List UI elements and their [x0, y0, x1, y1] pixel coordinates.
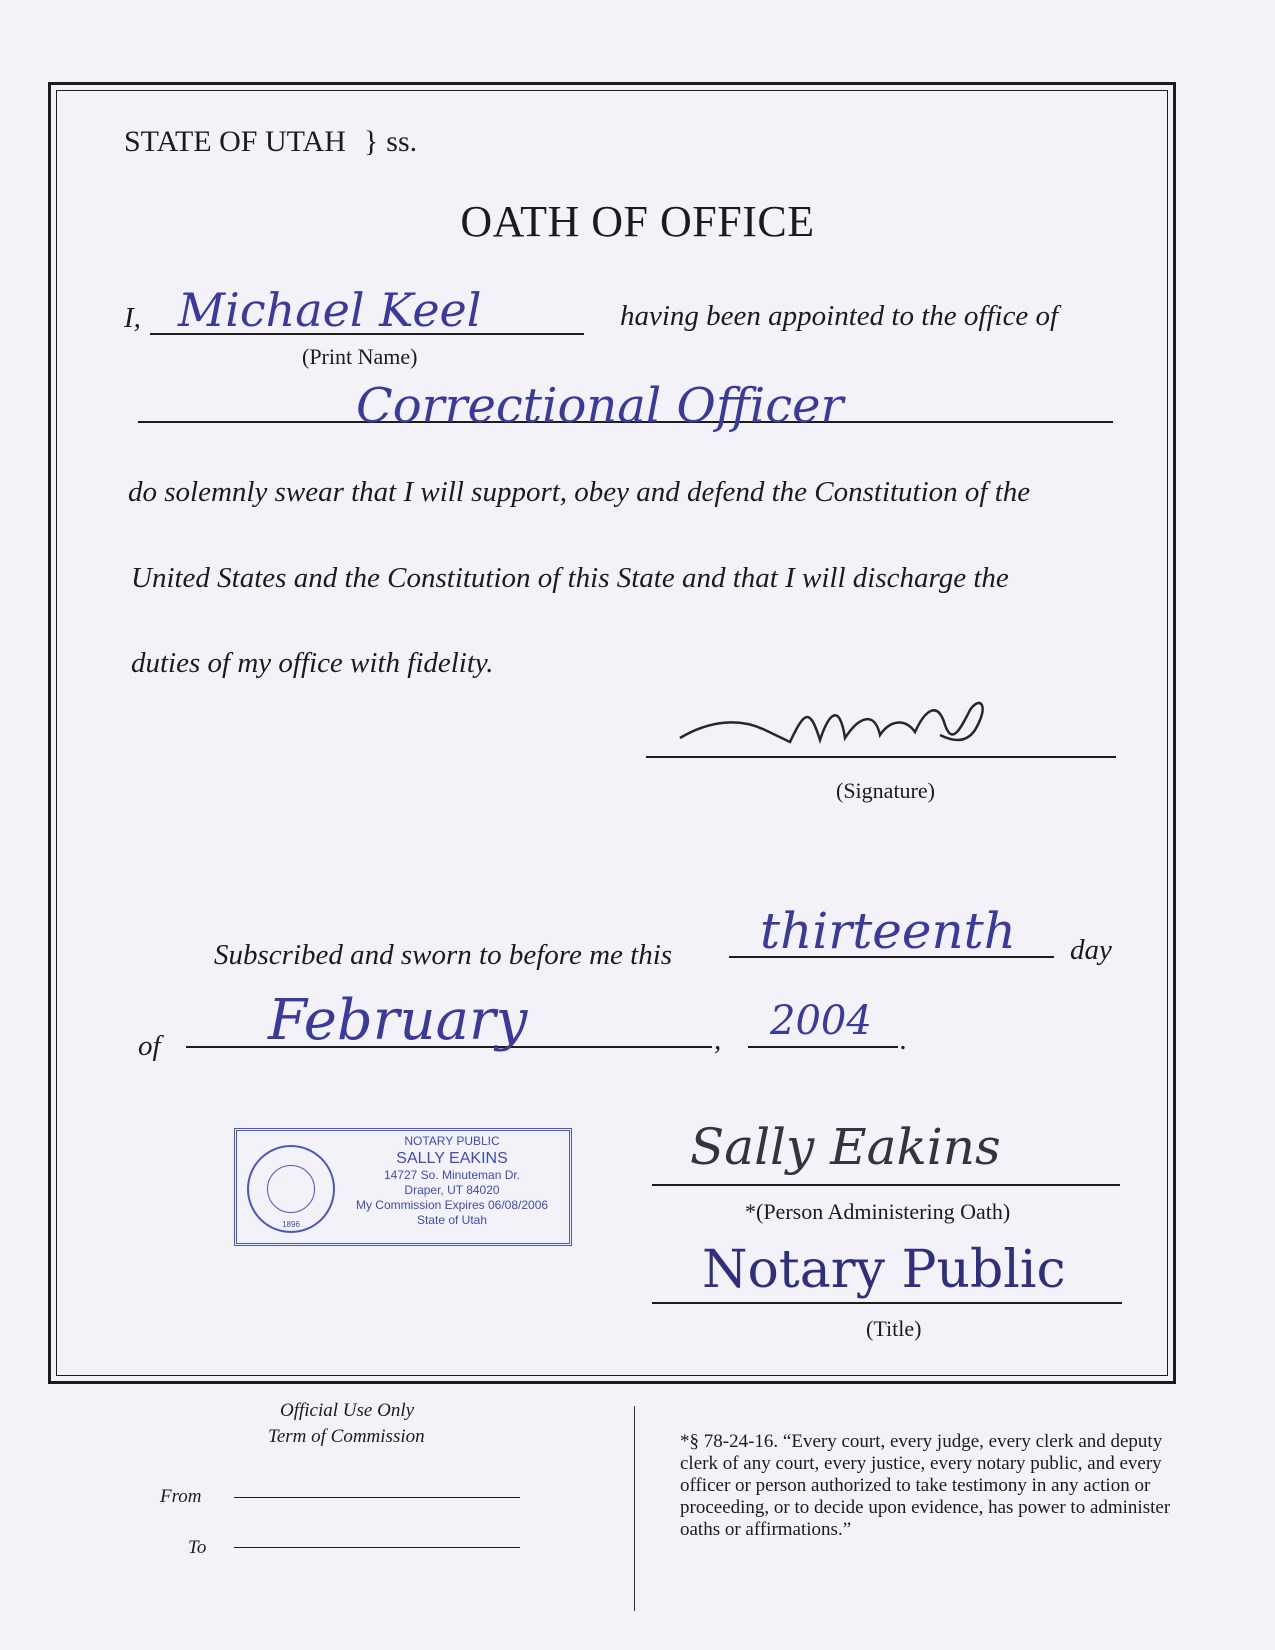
stamp-state: State of Utah — [416, 1213, 488, 1227]
signature-label: (Signature) — [836, 778, 935, 803]
term-label: Term of Commission — [268, 1426, 425, 1447]
seal-year: 1896 — [282, 1220, 300, 1229]
oath-line-1: do solemnly swear that I will support, obey and defend the Constitution of the — [128, 476, 1031, 508]
footer-divider — [634, 1406, 635, 1611]
appointed-text: having been appointed to the office of — [620, 300, 1059, 332]
official-use-label: Official Use Only — [280, 1400, 415, 1421]
administrator-label: *(Person Administering Oath) — [745, 1199, 1011, 1224]
to-line — [234, 1547, 520, 1548]
from-line — [234, 1497, 520, 1498]
statute-note: *§ 78-24-16. “Every court, every judge, every clerk and deputy clerk of any court, every justice, every notary public, and every officer or person authorized to take testimony in any action or proceeding, or to decide upon evidence, has power to administer oaths or affirmations.” — [680, 1431, 1171, 1540]
administrator-line — [652, 1184, 1120, 1186]
stamp-heading: NOTARY PUBLIC — [404, 1134, 500, 1148]
from-label: From — [160, 1486, 202, 1507]
print-name-label: (Print Name) — [302, 344, 418, 369]
signature-line — [646, 756, 1116, 758]
notary-stamp — [234, 1128, 572, 1246]
period: . — [900, 1024, 908, 1056]
page-title: OATH OF OFFICE — [460, 197, 815, 246]
month-handwriting: February — [268, 988, 528, 1053]
title-line — [652, 1302, 1122, 1304]
of-label: of — [138, 1030, 161, 1062]
stamp-address-2: Draper, UT 84020 — [404, 1183, 500, 1197]
oath-line-3: duties of my office with fidelity. — [131, 647, 494, 679]
state-seal-icon — [247, 1145, 335, 1233]
comma: , — [714, 1024, 722, 1056]
administrator-signature: Sally Eakins — [690, 1118, 1001, 1176]
oath-line-2: United States and the Constitution of this State and that I will discharge the — [131, 562, 1009, 594]
title-label: (Title) — [866, 1316, 922, 1341]
day-handwriting: thirteenth — [760, 902, 1016, 960]
stamp-address-1: 14727 So. Minuteman Dr. — [383, 1168, 521, 1182]
state-venue — [124, 125, 417, 159]
ss-label: ss. — [386, 125, 418, 158]
i-label: I, — [124, 302, 141, 334]
venue-brace: } — [363, 125, 379, 158]
stamp-expires: My Commission Expires 06/08/2006 — [355, 1198, 549, 1212]
year-line — [748, 1046, 898, 1048]
name-handwriting: Michael Keel — [178, 283, 482, 337]
day-label: day — [1070, 934, 1112, 966]
signature-scribble — [670, 690, 1000, 770]
to-label: To — [188, 1537, 207, 1558]
office-handwriting: Correctional Officer — [356, 378, 844, 434]
title-handwriting: Notary Public — [702, 1240, 1066, 1300]
subscribed-text: Subscribed and sworn to before me this — [214, 939, 673, 971]
year-handwriting: 2004 — [770, 998, 872, 1044]
stamp-name: SALLY EAKINS — [396, 1150, 508, 1167]
state-label: STATE OF UTAH — [124, 125, 346, 158]
